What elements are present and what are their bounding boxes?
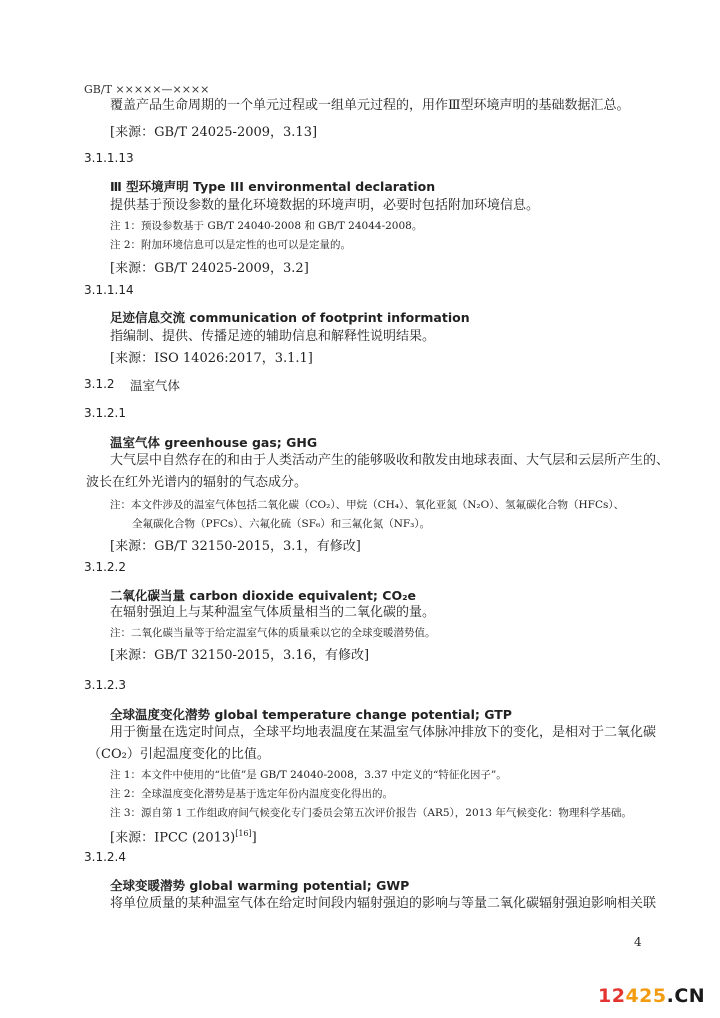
term-heading: 二氧化碳当量 carbon dioxide equivalent; CO₂e	[110, 588, 417, 603]
clause-body	[88, 722, 680, 849]
term-heading: 足迹信息交流 communication of footprint information	[110, 310, 470, 325]
source-citation: [来源：GB/T 24025-2009，3.2]	[110, 261, 309, 276]
term-heading: 全球温度变化潜势 global temperature change potential; GTP	[110, 707, 512, 722]
page-number: 4	[634, 935, 642, 949]
reference-superscript: [16]	[235, 829, 252, 838]
site-watermark-logo	[598, 985, 705, 1007]
source-citation	[110, 823, 680, 849]
definition-text: 将单位质量的某种温室气体在给定时间段内辐射强迫的影响与等量二氧化碳辐射强迫影响相关联	[110, 896, 657, 911]
section-title: 温室气体	[130, 378, 181, 393]
term-heading: Ⅲ 型环境声明 Type III environmental declaration	[110, 179, 436, 194]
note: 注 3：源自第 1 工作组政府间气候变化专门委员会第五次评价报告（AR5），2013 年气候变化：物理科学基础。	[110, 807, 632, 819]
note: 注：本文件涉及的温室气体包括二氧化碳（CO₂）、甲烷（CH₄）、氧化亚氮（N₂O）、氢氟碳化合物（HFCs）、	[110, 499, 625, 511]
note: 注 1：本文件中使用的“比值”是 GB/T 24040-2008，3.37 中定义的“特征化因子”。	[110, 769, 507, 781]
watermark-part-1: 12	[598, 985, 626, 1007]
source-close: ]	[251, 830, 257, 846]
definition-text-continued: 波长在红外光谱内的辐射的气态成分。	[86, 475, 308, 490]
source-citation: [来源：GB/T 32150-2015，3.16，有修改]	[110, 648, 370, 663]
clause-number: 3.1.1.14	[84, 283, 134, 297]
note: 注 1：预设参数基于 GB/T 24040-2008 和 GB/T 24044-2008。	[110, 220, 423, 232]
clause-number: 3.1.2.1	[84, 406, 126, 420]
section-number: 3.1.2	[84, 377, 115, 391]
standard-code-header: GB/T ×××××—××××	[84, 83, 210, 96]
clause-body	[110, 893, 680, 915]
definition-text-continued: （CO₂）引起温度变化的比值。	[88, 747, 270, 762]
source-citation: [来源：GB/T 24025-2009，3.13]	[110, 125, 318, 140]
clause-body	[86, 450, 680, 558]
term-heading: 全球变暖潜势 global warming potential; GWP	[110, 878, 410, 893]
clause-number: 3.1.1.13	[84, 151, 134, 165]
note: 注：二氧化碳当量等于给定温室气体的质量乘以它的全球变暖潜势值。	[110, 627, 436, 639]
clause-number: 3.1.2.4	[84, 850, 126, 864]
section-continuation	[110, 95, 650, 144]
clause-number: 3.1.2.2	[84, 560, 126, 574]
source-citation: [来源：ISO 14026:2017，3.1.1]	[110, 351, 313, 366]
definition-text: 大气层中自然存在的和由于人类活动产生的能够吸收和散发由地球表面、大气层和云层所产生的、	[110, 453, 670, 468]
source-citation: [来源：GB/T 32150-2015，3.1，有修改]	[110, 539, 361, 554]
term-heading: 温室气体 greenhouse gas; GHG	[110, 435, 318, 450]
clause-number: 3.1.2.3	[84, 678, 126, 692]
clause-body	[110, 326, 650, 370]
definition-text: 提供基于预设参数的量化环境数据的环境声明，必要时包括附加环境信息。	[110, 198, 540, 213]
definition-text: 指编制、提供、传播足迹的辅助信息和解释性说明结果。	[110, 329, 436, 344]
source-text: [来源：IPCC (2013)	[110, 830, 236, 846]
definition-text: 用于衡量在选定时间点，全球平均地表温度在某温室气体脉冲排放下的变化，是相对于二氧化碳	[110, 725, 657, 740]
note-continued: 全氟碳化合物（PFCs）、六氟化硫（SF₆）和三氟化氮（NF₃）。	[132, 518, 431, 530]
note: 注 2：全球温度变化潜势是基于选定年份内温度变化得出的。	[110, 788, 394, 800]
clause-body	[110, 195, 650, 280]
note: 注 2：附加环境信息可以是定性的也可以是定量的。	[110, 239, 352, 251]
watermark-part-2: 425	[625, 985, 667, 1007]
watermark-part-3: .CN	[666, 985, 706, 1007]
definition-text: 覆盖产品生命周期的一个单元过程或一组单元过程的，用作Ⅲ型环境声明的基础数据汇总。	[110, 98, 630, 113]
clause-body	[110, 602, 650, 667]
definition-text: 在辐射强迫上与某种温室气体质量相当的二氧化碳的量。	[110, 605, 436, 620]
